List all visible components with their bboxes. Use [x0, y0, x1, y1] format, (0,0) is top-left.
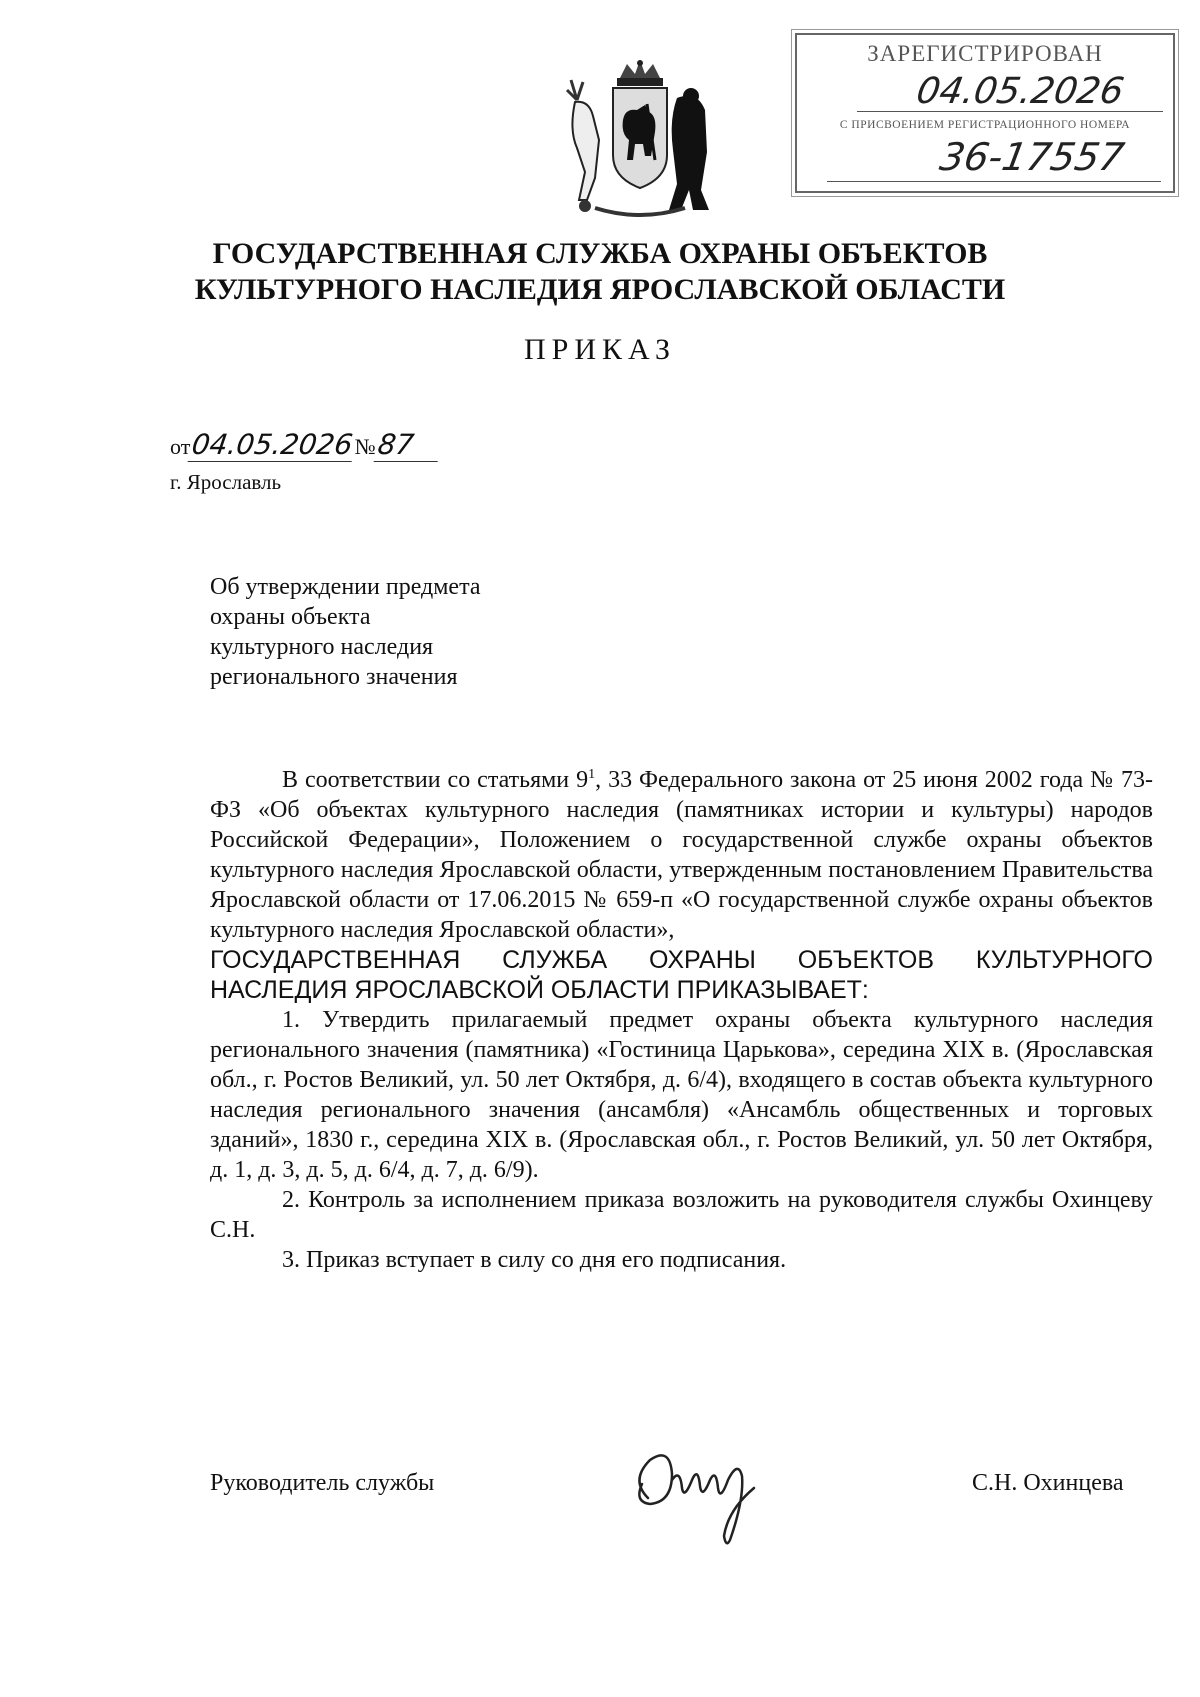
stamp-title: ЗАРЕГИСТРИРОВАН [867, 41, 1103, 66]
stamp-divider [827, 181, 1161, 182]
decree-statement: ГОСУДАРСТВЕННАЯ СЛУЖБА ОХРАНЫ ОБЪЕКТОВ КУЛЬТУРНОГО НАСЛЕДИЯ ЯРОСЛАВСКОЙ ОБЛАСТИ ПРИКАЗЫВАЕТ: [210, 946, 1153, 1004]
order-number: 87 [373, 428, 442, 462]
preamble-paragraph [210, 760, 1153, 945]
handwritten-signature [620, 1440, 780, 1550]
agency-name-line2: КУЛЬТУРНОГО НАСЛЕДИЯ ЯРОСЛАВСКОЙ ОБЛАСТИ [194, 273, 1006, 306]
order-subject: Об утверждении предмета охраны объекта культурного наследия регионального значения [210, 574, 481, 690]
stamp-divider [857, 111, 1163, 112]
agency-name-line1: ГОСУДАРСТВЕННАЯ СЛУЖБА ОХРАНЫ ОБЪЕКТОВ [212, 237, 988, 270]
stamp-caption: С ПРИСВОЕНИЕМ РЕГИСТРАЦИОННОГО НОМЕРА [839, 119, 1131, 131]
order-item-2: 2. Контроль за исполнением приказа возложить на руководителя службы Охинцеву С.Н. [210, 1187, 1153, 1243]
signatory-title: Руководитель службы [210, 1470, 435, 1496]
order-item-3: 3. Приказ вступает в силу со дня его подписания. [282, 1247, 787, 1273]
signatory-name: С.Н. Охинцева [972, 1470, 1124, 1496]
registration-stamp [795, 33, 1175, 193]
order-item-1: 1. Утвердить прилагаемый предмет охраны объекта культурного наследия регионального значения (памятника) «Гостиница Царькова», середина XIX в. (Ярославская обл., г. Ростов Великий, ул. 50 лет Октября, д. 6/4), входящего в состав объекта культурного наследия регионального значения (ансамбля) «Ансамбль общественных и торговых зданий», 1830 г., середина XIX в. (Ярославская обл., г. Ростов Великий, ул. 50 лет Октября, д. 1, д. 3, д. 5, д. 6/4, д. 7, д. 6/9). [210, 1007, 1153, 1183]
preamble-superscript: 1 [588, 767, 596, 782]
agency-name [120, 236, 1080, 308]
preamble-text-b: , 33 Федерального закона от 25 июня 2002 года № 73-ФЗ «Об объектах культурного наследия (памятниках истории и культуры) народов Российской Федерации», Положением о государственной службе охраны объектов культурного наследия Ярославской области, утвержденным постановлением Правительства Ярославской области от 17.06.2015 № 659-п «О государственной службе охраны объектов культурного наследия Ярославской области», [210, 767, 1153, 943]
preamble-text-a: В соответствии со статьями 9 [282, 767, 589, 793]
date-prefix: от [170, 434, 191, 459]
document-type: ПРИКАЗ [524, 333, 676, 366]
number-prefix: № [354, 434, 376, 459]
order-city: г. Ярославль [170, 470, 282, 494]
order-body [210, 760, 1153, 1275]
stamp-date: 04.05.2026 [913, 71, 1127, 112]
stamp-registration-number: 36-17557 [936, 135, 1128, 179]
order-date-number [170, 428, 440, 462]
coat-of-arms-icon [565, 60, 715, 220]
order-date: 04.05.2026 [188, 428, 357, 462]
